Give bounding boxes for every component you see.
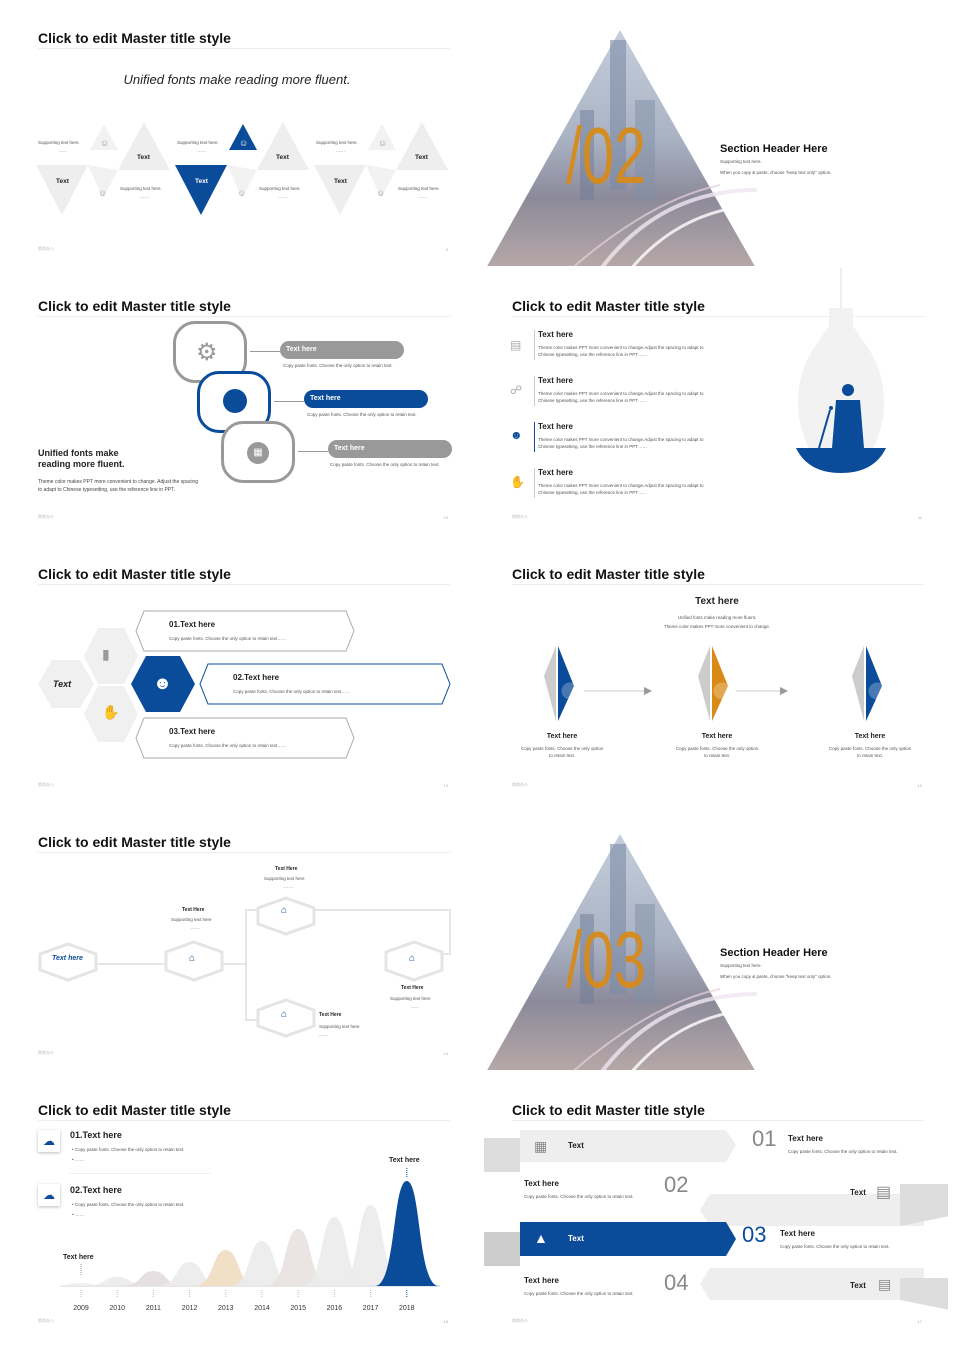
item-bullet: • ……	[72, 1157, 84, 1162]
windows-icon: ▦	[247, 442, 269, 464]
connector	[250, 351, 280, 352]
subtext: Unified fonts make reading more fluent.	[677, 615, 757, 620]
section-header: Section Header Here	[720, 947, 828, 959]
page-number: 13	[917, 783, 922, 788]
item-desc: Copy paste fonts. Choose the only option to retain text……	[233, 689, 351, 694]
row-tag: Text	[568, 1234, 584, 1243]
item-desc: Theme color makes PPT more convenient to change.Adjust the spacing to adapt to Chinese typesetting, use the reference line in PPT……	[538, 483, 704, 495]
user-icon: ☺	[98, 188, 108, 198]
year-label: 2009	[73, 1305, 89, 1312]
item-label: 02.Text here	[70, 1185, 122, 1195]
user-icon: ☺	[239, 138, 249, 148]
year-label: 2011	[145, 1305, 161, 1312]
subtext: Theme color makes PPT more convenient to change.	[663, 624, 771, 629]
dots: ……	[284, 884, 293, 889]
slide-16	[0, 1072, 474, 1338]
year-label: 2013	[218, 1305, 234, 1312]
section-note: When you copy & paste, choose "keep text only" option.	[720, 170, 832, 175]
page-number: 12	[443, 783, 448, 788]
title-divider	[38, 316, 450, 317]
chart-up-icon: ▮	[102, 646, 110, 662]
briefcase-icon: ▤	[876, 1184, 892, 1201]
bank-icon: ⌂	[281, 1009, 288, 1020]
item-label: 03.Text here	[169, 727, 216, 736]
item-text: Text	[276, 154, 289, 161]
row-number: 03	[742, 1222, 767, 1247]
item-label: Text here	[546, 733, 578, 740]
item-text: Text	[137, 154, 150, 161]
process-flags	[474, 536, 948, 802]
item-text: Text	[334, 178, 347, 185]
left-label: Text here	[63, 1254, 94, 1261]
item-desc: Copy paste fonts. Choose the only option to retain text.	[330, 462, 440, 467]
slide-13	[474, 536, 948, 802]
row-desc: Copy paste fonts. Choose the only option to retain text.	[524, 1291, 634, 1296]
city-triangle-image	[480, 0, 954, 266]
wallet-icon: ▤	[510, 338, 522, 352]
section-number: /03	[566, 915, 647, 1004]
section-note: When you copy & paste, choose "keep text only" option.	[720, 974, 832, 979]
user-dollar-icon: ☻	[510, 428, 523, 442]
dots: ……	[140, 194, 149, 199]
footer: 简简办公	[38, 782, 54, 787]
row-label: Text here	[788, 1134, 823, 1143]
cloud-icon: ☁	[38, 1130, 60, 1152]
bullet-text: Copy paste fonts. Choose the only option to retain text.	[74, 1202, 185, 1207]
year-label: 2018	[399, 1305, 415, 1312]
dots: ……	[336, 148, 345, 153]
item-desc: Copy paste fonts. Choose the only option to retain text.	[307, 412, 417, 417]
slide-title: Click to edit Master title style	[512, 298, 705, 314]
row-label: Text here	[524, 1276, 559, 1285]
node-sup: Supporting text here	[390, 996, 431, 1001]
slide-title: Click to edit Master title style	[38, 566, 231, 582]
year-label: 2014	[254, 1305, 270, 1312]
item-label: Text here	[854, 733, 886, 740]
item-text: Text	[415, 154, 428, 161]
year-label: 2015	[290, 1305, 306, 1312]
row-desc: Copy paste fonts. Choose the only option to retain text.	[524, 1194, 634, 1199]
user-icon: ☺	[100, 138, 110, 148]
start-label: Text here	[52, 955, 83, 962]
footer: 简简办公	[512, 514, 528, 519]
supporting-text: Supporting text here.	[177, 140, 219, 145]
item-bullet: • Copy paste fonts. Choose the only option to retain text.	[72, 1202, 185, 1207]
cart-icon: ☍	[510, 383, 523, 397]
body-text: Theme color makes PPT more convenient to change. Adjust the spacing to adapt to Chinese typesetting, use the reference line in PPT.	[38, 479, 198, 493]
hexagon-cluster	[0, 536, 474, 802]
slide-10	[0, 268, 474, 534]
dots: ……	[410, 1004, 419, 1009]
slide-12	[0, 536, 474, 802]
user-icon: ☺	[376, 188, 386, 198]
node-sup: Supporting text here	[319, 1024, 360, 1029]
row-number: 04	[664, 1270, 689, 1295]
bullet-text: ……	[74, 1212, 84, 1217]
row-number: 01	[752, 1126, 777, 1151]
row-tag: Text	[850, 1281, 866, 1290]
label-pill: Text here	[304, 390, 428, 408]
bank-icon: ⌂	[409, 953, 416, 964]
tree-diagram	[0, 804, 474, 1070]
slide-title: Click to edit Master title style	[38, 1102, 231, 1118]
footer: 简简办公	[38, 246, 54, 251]
slide-title: Click to edit Master title style	[512, 566, 705, 582]
footer: 简简办公	[38, 514, 54, 519]
slide-11	[474, 268, 948, 534]
dots: ……	[197, 148, 206, 153]
item-desc: Copy paste fonts. Choose the only option to retain text.	[283, 363, 393, 368]
dots: ……	[418, 194, 427, 199]
node-label: Text Here	[275, 866, 298, 872]
row-desc: Copy paste fonts. Choose the only option to retain text.	[780, 1244, 890, 1249]
row-label: Text here	[780, 1229, 815, 1238]
item-desc: Theme color makes PPT more convenient to change.Adjust the spacing to adapt to Chinese typesetting, use the reference line in PPT……	[538, 391, 704, 403]
item-desc: Copy paste fonts. Choose the only option to retain text.	[520, 746, 604, 758]
slide-17	[474, 1072, 948, 1338]
user-icon: ☺	[237, 188, 247, 198]
node-sup: Supporting text here	[264, 876, 305, 881]
slide-title: Click to edit Master title style	[38, 834, 231, 850]
page-number: 17	[917, 1319, 922, 1324]
connector	[298, 451, 328, 452]
supporting-text: Supporting text here.	[720, 159, 762, 164]
row-number: 02	[664, 1172, 689, 1197]
page-number: 9	[445, 247, 448, 252]
page-number: 16	[443, 1319, 448, 1324]
item-label: Text here	[538, 330, 573, 339]
slide-9	[0, 0, 474, 266]
section-number: /02	[566, 111, 647, 200]
wave-chart	[0, 1072, 474, 1338]
dots: ……	[191, 925, 200, 930]
newspaper-icon: ▦	[534, 1138, 548, 1154]
bank-icon: ⌂	[189, 953, 196, 964]
item-label: 01.Text here	[169, 620, 216, 629]
arrow-rows	[474, 1072, 948, 1338]
lightbulb-speaker-image	[474, 268, 948, 534]
triangle-chain	[0, 0, 474, 266]
year-label: 2012	[181, 1305, 198, 1312]
item-label: Text here	[538, 422, 573, 431]
item-label: 01.Text here	[70, 1130, 122, 1140]
section-02-slide	[480, 0, 954, 266]
supporting-text: Supporting text here.	[316, 140, 358, 145]
node-label: Text Here	[401, 985, 424, 991]
supporting-text: Supporting text here.	[259, 186, 301, 191]
footer: 简简办公	[512, 782, 528, 787]
section-header: Section Header Here	[720, 143, 828, 155]
footer: 简简办公	[38, 1318, 54, 1323]
item-bullet: • ……	[72, 1212, 84, 1217]
bullet-text: Copy paste fonts. Choose the only option to retain text.	[74, 1147, 185, 1152]
supporting-text: Supporting text here.	[398, 186, 440, 191]
page-number: 11	[917, 515, 922, 520]
slide-14	[0, 804, 474, 1070]
slide-title: Click to edit Master title style	[512, 1102, 705, 1118]
node-label: Text Here	[319, 1012, 342, 1018]
page-number: 14	[443, 1051, 448, 1056]
hand-money-icon: ✋	[102, 704, 120, 720]
node-label: Text Here	[182, 907, 205, 913]
heading: Unified fonts make reading more fluent.	[38, 448, 125, 469]
item-label: 02.Text here	[233, 673, 280, 682]
page-number: 10	[443, 515, 448, 520]
city-triangle-image	[480, 804, 954, 1070]
dots: ……	[58, 148, 67, 153]
peak-label: Text here	[389, 1157, 420, 1164]
bullet-text: ……	[74, 1157, 84, 1162]
item-desc: Copy paste fonts. Choose the only option to retain text.	[675, 746, 759, 758]
item-desc: Copy paste fonts. Choose the only option to retain text……	[169, 743, 287, 748]
slide-title: Click to edit Master title style	[38, 298, 231, 314]
subtitle: Unified fonts make reading more fluent.	[123, 72, 351, 87]
year-label: 2016	[326, 1305, 343, 1312]
footer: 简简办公	[38, 1050, 54, 1055]
item-desc: Copy paste fonts. Choose the only option to retain text.	[828, 746, 912, 758]
bank-icon: ⌂	[281, 905, 288, 916]
row-tag: Text	[568, 1141, 584, 1150]
item-text: Text	[195, 178, 208, 185]
center-text: Text	[53, 679, 72, 689]
item-text: Text	[56, 178, 69, 185]
cloud-icon: ☁	[38, 1184, 60, 1206]
item-bullet: • Copy paste fonts. Choose the only option to retain text.	[72, 1147, 185, 1152]
money-icon: ▤	[878, 1276, 892, 1292]
slide-title: Click to edit Master title style	[38, 30, 231, 46]
item-label: Text here	[701, 733, 733, 740]
label-pill: Text here	[328, 440, 452, 458]
item-desc: Theme color makes PPT more convenient to change.Adjust the spacing to adapt to Chinese typesetting, use the reference line in PPT……	[538, 437, 704, 449]
user-icon: ☻	[153, 673, 172, 693]
item-label: Text here	[538, 468, 573, 477]
supporting-text: Supporting text here.	[720, 963, 762, 968]
gear-icon: ⚙	[196, 339, 218, 366]
aperture-icon	[223, 389, 247, 413]
year-label: 2017	[362, 1305, 379, 1312]
supporting-text: Supporting text here.	[38, 140, 80, 145]
footer: 简简办公	[512, 1318, 528, 1323]
dots: ……	[319, 1032, 328, 1037]
heading: Text here	[695, 596, 739, 607]
graduation-cap-icon: ▲	[534, 1230, 548, 1246]
year-label: 2010	[109, 1305, 125, 1312]
row-desc: Copy paste fonts. Choose the only option to retain text.	[788, 1149, 898, 1154]
row-label: Text here	[524, 1179, 559, 1188]
hand-coin-icon: ✋	[510, 475, 525, 489]
section-03-slide	[480, 804, 954, 1070]
user-icon: ☺	[378, 138, 388, 148]
label-pill: Text here	[280, 341, 404, 359]
item-label: Text here	[538, 376, 573, 385]
dots: ……	[279, 194, 288, 199]
connector	[274, 401, 304, 402]
item-desc: Theme color makes PPT more convenient to change.Adjust the spacing to adapt to Chinese typesetting, use the reference line in PPT……	[538, 345, 704, 357]
supporting-text: Supporting text here.	[120, 186, 162, 191]
node-sup: Supporting text here	[171, 917, 212, 922]
row-tag: Text	[850, 1188, 866, 1197]
item-desc: Copy paste fonts. Choose the only option to retain text……	[169, 636, 287, 641]
